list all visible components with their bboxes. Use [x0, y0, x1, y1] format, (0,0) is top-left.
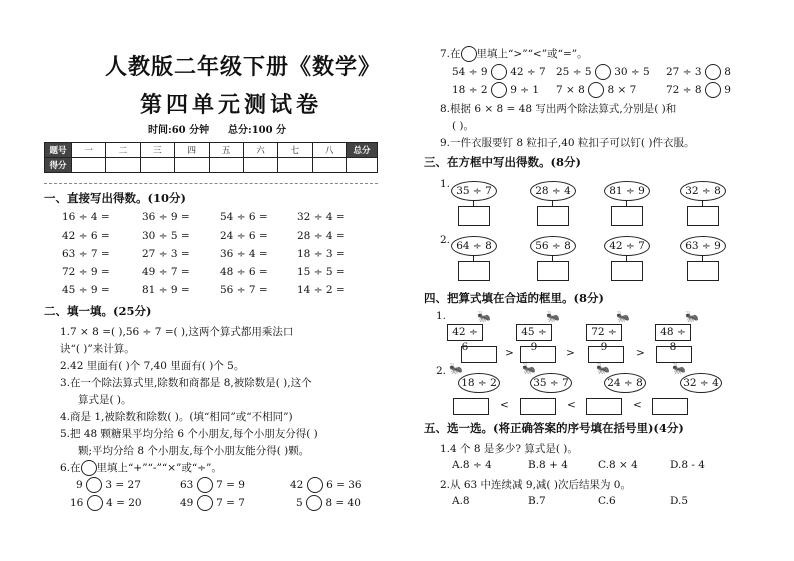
choice-option[interactable]: A.8 ÷ 4: [452, 459, 492, 471]
order-box[interactable]: [588, 346, 624, 363]
score-blank[interactable]: [243, 158, 277, 173]
calc-item: 63 ÷ 7 =: [62, 248, 110, 260]
blank-circle-icon: [81, 460, 97, 476]
answer-box[interactable]: [537, 261, 569, 281]
order-box[interactable]: [520, 398, 556, 415]
score-table-cell: 三: [140, 143, 174, 158]
q8-line-b: ( )。: [452, 120, 475, 132]
answer-circle[interactable]: [87, 495, 103, 511]
order-box[interactable]: [461, 346, 497, 363]
compare-symbol: <: [567, 399, 576, 411]
expression-oval: 28 ÷ 4: [530, 181, 576, 201]
answer-box[interactable]: [687, 206, 719, 226]
calc-item: 72 ÷ 9 =: [62, 266, 110, 278]
score-row-label: 得分: [45, 158, 72, 173]
operand: 5: [296, 497, 303, 509]
q7-item: [666, 82, 731, 98]
operand: 8 = 40: [325, 497, 361, 509]
calc-item: 27 ÷ 3 =: [142, 248, 190, 260]
operand: 7 × 8: [556, 84, 585, 96]
compare-symbol: >: [505, 347, 514, 359]
calc-item: 36 ÷ 9 =: [142, 211, 190, 223]
ant-icon: 🐜: [616, 310, 630, 323]
expression-text: 72 ÷ 9: [591, 326, 617, 353]
expression-oval: 18 ÷ 2: [458, 373, 500, 393]
calc-item: 24 ÷ 6 =: [220, 230, 268, 242]
calc-item: 42 ÷ 6 =: [62, 230, 110, 242]
calc-item: 45 ÷ 9 =: [62, 284, 110, 296]
answer-circle[interactable]: [197, 477, 213, 493]
compare-symbol: <: [633, 399, 642, 411]
order-box[interactable]: [453, 398, 489, 415]
q7-item: [556, 82, 636, 98]
divider-line: [44, 183, 378, 184]
score-blank[interactable]: [312, 158, 346, 173]
q6-item: [76, 477, 141, 493]
score-table-cell: 八: [312, 143, 346, 158]
q6-item: [296, 495, 361, 511]
expression-text: 48 ÷ 8: [660, 326, 686, 353]
section-5-heading: 五、选一选。(将正确答案的序号填在括号里)(4分): [424, 421, 684, 435]
expression-oval: 81 ÷ 9: [604, 181, 650, 201]
operand: 9: [724, 84, 731, 96]
q1-line-b: 诀“( )”来计算。: [60, 343, 135, 355]
expression-oval: 42 ÷ 7: [604, 236, 650, 256]
calc-item: 28 ÷ 4 =: [297, 230, 345, 242]
score-blank[interactable]: [347, 158, 378, 173]
answer-circle[interactable]: [588, 82, 604, 98]
time-label: 时间:60 分钟: [148, 125, 210, 136]
row-label: 2.: [440, 234, 451, 246]
compare-symbol: <: [500, 399, 509, 411]
answer-box[interactable]: [537, 206, 569, 226]
q8-line-a: 8.根据 6 × 8 = 48 写出两个除法算式,分别是( )和: [440, 103, 677, 115]
operand: 54 ÷ 9: [452, 66, 488, 78]
calc-item: 81 ÷ 9 =: [142, 284, 190, 296]
operand: 42: [290, 479, 304, 491]
q1-line: 1.4 个 8 是多少? 算式是( )。: [440, 443, 578, 455]
expression-oval: 56 ÷ 8: [530, 236, 576, 256]
operand: 42 ÷ 7: [510, 66, 546, 78]
score-table-cell: 总分: [347, 143, 378, 158]
operand: 7 = 7: [216, 497, 245, 509]
q7-instruction: [440, 46, 588, 62]
q6-item: [70, 495, 142, 511]
choice-option[interactable]: D.5: [670, 495, 689, 507]
q7-item: [666, 64, 731, 80]
answer-circle[interactable]: [197, 495, 213, 511]
calc-item: 49 ÷ 7 =: [142, 266, 190, 278]
blank-circle-icon: [461, 46, 477, 62]
order-box[interactable]: [586, 398, 622, 415]
answer-circle[interactable]: [705, 64, 721, 80]
order-box[interactable]: [656, 346, 692, 363]
choice-option[interactable]: C.8 × 4: [598, 459, 638, 471]
compare-symbol: >: [566, 347, 575, 359]
calc-item: 48 ÷ 6 =: [220, 266, 268, 278]
section-1-heading: 一、直接写出得数。(10分): [44, 191, 186, 205]
q7-item: [452, 64, 546, 80]
q2-line: 2.从 63 中连续减 9,减( )次后结果为 0。: [440, 479, 631, 491]
score-table: [44, 142, 378, 173]
expression-card: [447, 324, 483, 353]
q6-item: [290, 477, 362, 493]
q3-line-a: 3.在一个除法算式里,除数和商都是 8,被除数是( ),这个: [60, 377, 312, 389]
score-table-cell: 一: [72, 143, 106, 158]
section-4-heading: 四、把算式填在合适的框里。(8分): [424, 291, 604, 305]
q1-line-a: 1.7 × 8 =( ),56 ÷ 7 =( ),这两个算式都用乘法口: [60, 326, 294, 338]
calc-item: 16 ÷ 4 =: [62, 211, 110, 223]
operand: 6 = 36: [326, 479, 362, 491]
answer-circle[interactable]: [86, 477, 102, 493]
ant-icon: 🐜: [596, 362, 610, 375]
answer-box[interactable]: [687, 261, 719, 281]
choice-option[interactable]: B.7: [528, 495, 546, 507]
section-2-heading: 二、填一填。(25分): [44, 304, 152, 318]
answer-circle[interactable]: [307, 477, 323, 493]
order-box[interactable]: [520, 346, 556, 363]
score-blank[interactable]: [175, 158, 209, 173]
answer-circle[interactable]: [306, 495, 322, 511]
calc-item: 30 ÷ 5 =: [142, 230, 190, 242]
q7-item: [452, 82, 539, 98]
calc-item: 14 ÷ 2 =: [297, 284, 345, 296]
operand: 7 = 9: [216, 479, 245, 491]
operand: 8: [724, 66, 731, 78]
q9-line: 9.一件衣服要钉 8 粒扣子,40 粒扣子可以钉( )件衣服。: [440, 137, 695, 149]
choice-option[interactable]: A.8: [452, 495, 470, 507]
score-blank[interactable]: [140, 158, 174, 173]
answer-circle[interactable]: [705, 82, 721, 98]
score-table-cell: 七: [278, 143, 312, 158]
q6-pre: 6.在: [60, 462, 81, 474]
ant-icon: 🐜: [672, 362, 686, 375]
expression-card: [516, 324, 552, 353]
ant-icon: 🐜: [522, 362, 536, 375]
answer-box[interactable]: [611, 261, 643, 281]
expression-card: [655, 324, 691, 353]
operand: 9 ÷ 1: [510, 84, 540, 96]
operand: 49: [180, 497, 194, 509]
answer-box[interactable]: [611, 206, 643, 226]
choice-option[interactable]: B.8 + 4: [528, 459, 568, 471]
q2-line: 2.42 里面有( )个 7,40 里面有( )个 5。: [60, 360, 245, 372]
choice-option[interactable]: C.6: [598, 495, 616, 507]
exam-title: 人教版二年级下册《数学》: [105, 54, 382, 80]
q6-item: [180, 495, 245, 511]
expression-oval: 64 ÷ 8: [451, 236, 497, 256]
q6-item: [180, 477, 245, 493]
order-box[interactable]: [652, 398, 688, 415]
score-table-cell: 二: [106, 143, 140, 158]
operand: 25 ÷ 5: [556, 66, 592, 78]
expression-oval: 32 ÷ 8: [680, 181, 726, 201]
calc-item: 32 ÷ 4 =: [297, 211, 345, 223]
score-total-label: 总分:100 分: [228, 125, 287, 136]
score-table-cell: 四: [175, 143, 209, 158]
score-blank[interactable]: [106, 158, 140, 173]
ant-icon: 🐜: [477, 310, 491, 323]
exam-subtitle: 第四单元测试卷: [140, 92, 323, 118]
ant-icon: 🐜: [546, 310, 560, 323]
calc-item: 36 ÷ 4 =: [220, 248, 268, 260]
expression-text: 42 ÷ 6: [452, 326, 478, 353]
expression-oval: 24 ÷ 8: [604, 373, 646, 393]
score-table-cell: 六: [243, 143, 277, 158]
operand: 9: [76, 479, 83, 491]
calc-item: 18 ÷ 3 =: [297, 248, 345, 260]
calc-item: 54 ÷ 6 =: [220, 211, 268, 223]
row-label: 1.: [436, 310, 447, 322]
operand: 30 ÷ 5: [614, 66, 650, 78]
ant-icon: 🐜: [449, 362, 463, 375]
choice-option[interactable]: D.8 - 4: [670, 459, 705, 471]
expression-text: 45 ÷ 9: [521, 326, 547, 353]
operand: 8 × 7: [607, 84, 637, 96]
operand: 63: [180, 479, 194, 491]
operand: 18 ÷ 2: [452, 84, 488, 96]
operand: 16: [70, 497, 84, 509]
score-blank[interactable]: [72, 158, 106, 173]
expression-oval: 32 ÷ 4: [680, 373, 722, 393]
answer-circle[interactable]: [491, 82, 507, 98]
q5-line-a: 5.把 48 颗糖果平均分给 6 个小朋友,每个小朋友分得( ): [60, 428, 318, 440]
q4-line: 4.商是 1,被除数和除数( )。(填“相同”或“不相同”): [60, 411, 293, 423]
row-label: 1.: [440, 178, 451, 190]
q6-instruction: [60, 460, 222, 476]
ant-icon: 🐜: [685, 310, 699, 323]
expression-oval: 35 ÷ 7: [530, 373, 572, 393]
row-label: 2.: [436, 365, 447, 377]
calc-item: 15 ÷ 5 =: [297, 266, 345, 278]
operand: 3 = 27: [105, 479, 141, 491]
section-3-heading: 三、在方框中写出得数。(8分): [424, 155, 581, 169]
q5-line-b: 颗;平均分给 8 个小朋友,每个小朋友能分得( )颗。: [78, 445, 310, 457]
q7-item: [556, 64, 650, 80]
expression-card: [586, 324, 622, 353]
score-table-cell: 题号: [45, 143, 72, 158]
operand: 27 ÷ 3: [666, 66, 702, 78]
expression-oval: 63 ÷ 9: [680, 236, 726, 256]
answer-box[interactable]: [458, 206, 490, 226]
answer-circle[interactable]: [595, 64, 611, 80]
compare-symbol: >: [636, 347, 645, 359]
answer-box[interactable]: [458, 261, 490, 281]
q6-post: 里填上“+”“-”“×”或“÷”。: [96, 462, 222, 474]
operand: 4 = 20: [106, 497, 142, 509]
answer-circle[interactable]: [491, 64, 507, 80]
operand: 72 ÷ 8: [666, 84, 702, 96]
score-blank[interactable]: [278, 158, 312, 173]
expression-oval: 35 ÷ 7: [451, 181, 497, 201]
q7-pre: 7.在: [440, 48, 461, 60]
score-table-cell: 五: [209, 143, 243, 158]
q3-line-b: 算式是( )。: [78, 394, 132, 406]
score-blank[interactable]: [209, 158, 243, 173]
q7-post: 里填上“>”“<”或“=”。: [476, 48, 588, 60]
calc-item: 56 ÷ 7 =: [220, 284, 268, 296]
